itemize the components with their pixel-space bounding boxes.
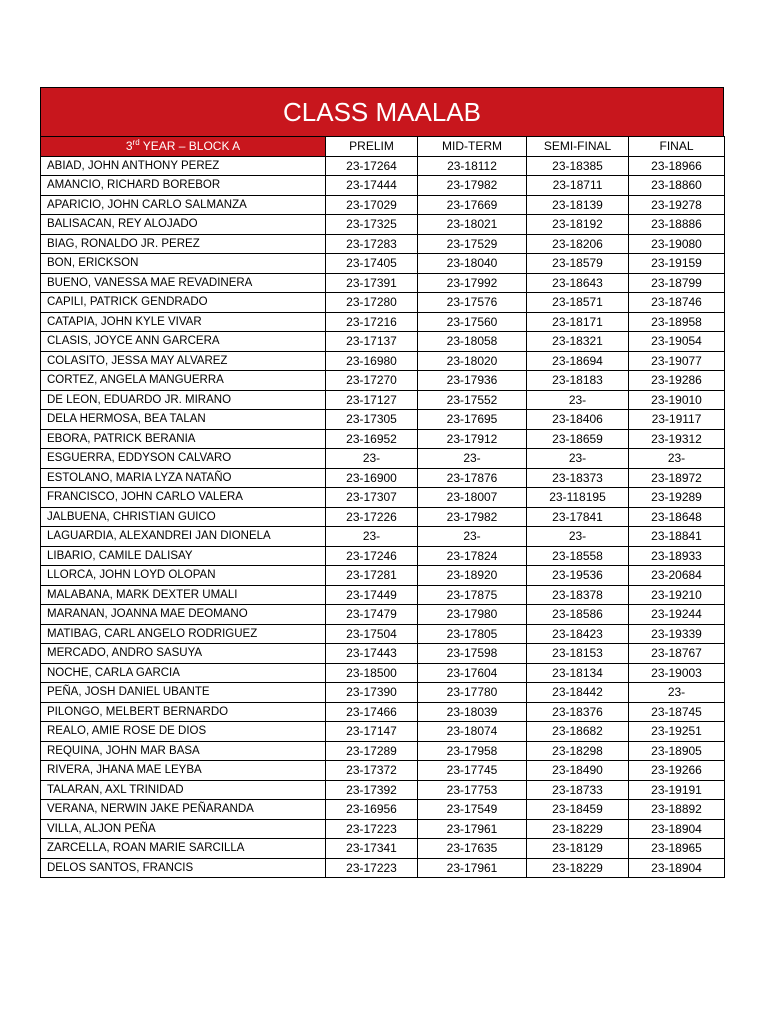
midterm-code: 23-18058 [418,332,527,352]
class-roster-sheet [40,87,724,878]
student-name: DELA HERMOSA, BEA TALAN [41,410,326,430]
student-name: ZARCELLA, ROAN MARIE SARCILLA [41,839,326,859]
midterm-code: 23-17780 [418,683,527,703]
final-code: 23-18965 [629,839,725,859]
table-row [41,683,725,703]
final-code: 23-19080 [629,234,725,254]
midterm-code: 23- [418,527,527,547]
final-code: 23-19278 [629,195,725,215]
prelim-code: 23-17444 [326,176,418,196]
midterm-code: 23-17669 [418,195,527,215]
final-code: 23-19054 [629,332,725,352]
final-code: 23-18799 [629,273,725,293]
final-code: 23-19286 [629,371,725,391]
table-row [41,215,725,235]
midterm-code: 23-17604 [418,663,527,683]
midterm-code: 23-17992 [418,273,527,293]
table-row [41,293,725,313]
table-row [41,605,725,625]
table-row [41,312,725,332]
prelim-code: 23-17137 [326,332,418,352]
midterm-code: 23-17982 [418,507,527,527]
final-code: 23-19010 [629,390,725,410]
table-row [41,449,725,469]
semifinal-code: 23-18571 [527,293,629,313]
table-row [41,351,725,371]
semifinal-code: 23- [527,390,629,410]
student-name: PILONGO, MELBERT BERNARDO [41,702,326,722]
student-name: DE LEON, EDUARDO JR. MIRANO [41,390,326,410]
roster-body [41,156,725,878]
student-name: REQUINA, JOHN MAR BASA [41,741,326,761]
student-name: LIBARIO, CAMILE DALISAY [41,546,326,566]
final-code: 23-19117 [629,410,725,430]
table-row [41,527,725,547]
block-year-suffix: rd [132,138,140,148]
final-code: 23-18904 [629,858,725,878]
semifinal-code: 23-18659 [527,429,629,449]
midterm-code: 23-17805 [418,624,527,644]
prelim-code: 23-17466 [326,702,418,722]
prelim-code: 23-17449 [326,585,418,605]
midterm-code: 23-18074 [418,722,527,742]
midterm-code: 23-18112 [418,156,527,176]
student-name: BALISACAN, REY ALOJADO [41,215,326,235]
midterm-code: 23-18040 [418,254,527,274]
student-name: MATIBAG, CARL ANGELO RODRIGUEZ [41,624,326,644]
midterm-code: 23-17576 [418,293,527,313]
final-code: 23-19339 [629,624,725,644]
student-name: APARICIO, JOHN CARLO SALMANZA [41,195,326,215]
midterm-code: 23-17980 [418,605,527,625]
midterm-code: 23-18920 [418,566,527,586]
final-code: 23-19289 [629,488,725,508]
semifinal-code: 23- [527,527,629,547]
table-row [41,332,725,352]
table-row [41,566,725,586]
semifinal-code: 23-18558 [527,546,629,566]
prelim-code: 23-17405 [326,254,418,274]
semifinal-code: 23-18153 [527,644,629,664]
semifinal-code: 23-18643 [527,273,629,293]
column-header-semifinal: SEMI-FINAL [527,137,629,157]
student-name: NOCHE, CARLA GARCIA [41,663,326,683]
prelim-code: 23-17390 [326,683,418,703]
prelim-code: 23-17223 [326,858,418,878]
student-name: AMANCIO, RICHARD BOREBOR [41,176,326,196]
semifinal-code: 23-18423 [527,624,629,644]
prelim-code: 23-17226 [326,507,418,527]
prelim-code: 23-17341 [326,839,418,859]
prelim-code: 23- [326,449,418,469]
semifinal-code: 23- [527,449,629,469]
final-code: 23-18958 [629,312,725,332]
table-row [41,234,725,254]
final-code: 23-18905 [629,741,725,761]
roster-table [40,136,725,878]
midterm-code: 23-17549 [418,800,527,820]
final-code: 23-18648 [629,507,725,527]
column-header-prelim: PRELIM [326,137,418,157]
midterm-code: 23-17961 [418,819,527,839]
final-code: 23- [629,683,725,703]
student-name: COLASITO, JESSA MAY ALVAREZ [41,351,326,371]
prelim-code: 23-17246 [326,546,418,566]
student-name: FRANCISCO, JOHN CARLO VALERA [41,488,326,508]
final-code: 23-18767 [629,644,725,664]
table-row [41,488,725,508]
midterm-code: 23-17876 [418,468,527,488]
midterm-code: 23-18007 [418,488,527,508]
table-row [41,410,725,430]
midterm-code: 23-18039 [418,702,527,722]
prelim-code: 23-16952 [326,429,418,449]
midterm-code: 23-17635 [418,839,527,859]
midterm-code: 23-17753 [418,780,527,800]
table-row [41,156,725,176]
semifinal-code: 23-18171 [527,312,629,332]
table-row [41,273,725,293]
prelim-code: 23-17281 [326,566,418,586]
table-row [41,722,725,742]
table-row [41,800,725,820]
final-code: 23-18745 [629,702,725,722]
table-row [41,507,725,527]
midterm-code: 23-17824 [418,546,527,566]
final-code: 23-18860 [629,176,725,196]
prelim-code: 23-17216 [326,312,418,332]
semifinal-code: 23-18183 [527,371,629,391]
midterm-code: 23-17560 [418,312,527,332]
table-row [41,195,725,215]
semifinal-code: 23-17841 [527,507,629,527]
midterm-code: 23-17875 [418,585,527,605]
semifinal-code: 23-18385 [527,156,629,176]
student-name: BON, ERICKSON [41,254,326,274]
semifinal-code: 23-18586 [527,605,629,625]
student-name: MALABANA, MARK DEXTER UMALI [41,585,326,605]
semifinal-code: 23-18129 [527,839,629,859]
final-code: 23-18933 [629,546,725,566]
student-name: ESTOLANO, MARIA LYZA NATAÑO [41,468,326,488]
table-row [41,546,725,566]
column-header-final: FINAL [629,137,725,157]
semifinal-code: 23-18442 [527,683,629,703]
student-name: EBORA, PATRICK BERANIA [41,429,326,449]
semifinal-code: 23-18192 [527,215,629,235]
midterm-code: 23-17552 [418,390,527,410]
student-name: VERANA, NERWIN JAKE PEÑARANDA [41,800,326,820]
semifinal-code: 23-18733 [527,780,629,800]
table-row [41,663,725,683]
final-code: 23-19266 [629,761,725,781]
semifinal-code: 23-18206 [527,234,629,254]
table-row [41,741,725,761]
semifinal-code: 23-18579 [527,254,629,274]
table-row [41,702,725,722]
student-name: DELOS SANTOS, FRANCIS [41,858,326,878]
semifinal-code: 23-18378 [527,585,629,605]
midterm-code: 23-17936 [418,371,527,391]
final-code: 23-18746 [629,293,725,313]
table-row [41,624,725,644]
midterm-code: 23- [418,449,527,469]
prelim-code: 23-16980 [326,351,418,371]
semifinal-code: 23-18711 [527,176,629,196]
final-code: 23-19077 [629,351,725,371]
student-name: RIVERA, JHANA MAE LEYBA [41,761,326,781]
prelim-code: 23-17223 [326,819,418,839]
semifinal-code: 23-18298 [527,741,629,761]
prelim-code: 23-17270 [326,371,418,391]
prelim-code: 23-16900 [326,468,418,488]
final-code: 23-19159 [629,254,725,274]
prelim-code: 23-17029 [326,195,418,215]
semifinal-code: 23-18459 [527,800,629,820]
prelim-code: 23-17372 [326,761,418,781]
prelim-code: 23-18500 [326,663,418,683]
table-row [41,839,725,859]
final-code: 23-19312 [629,429,725,449]
prelim-code: 23-17264 [326,156,418,176]
prelim-code: 23-17127 [326,390,418,410]
table-row [41,780,725,800]
table-row [41,429,725,449]
prelim-code: 23-17391 [326,273,418,293]
semifinal-code: 23-18139 [527,195,629,215]
column-header-midterm: MID-TERM [418,137,527,157]
student-name: CAPILI, PATRICK GENDRADO [41,293,326,313]
prelim-code: 23-17280 [326,293,418,313]
final-code: 23-20684 [629,566,725,586]
prelim-code: 23-17307 [326,488,418,508]
student-name: ABIAD, JOHN ANTHONY PEREZ [41,156,326,176]
student-name: MERCADO, ANDRO SASUYA [41,644,326,664]
semifinal-code: 23-118195 [527,488,629,508]
midterm-code: 23-17745 [418,761,527,781]
final-code: 23-18886 [629,215,725,235]
student-name: CLASIS, JOYCE ANN GARCERA [41,332,326,352]
midterm-code: 23-17958 [418,741,527,761]
semifinal-code: 23-18682 [527,722,629,742]
student-name: MARANAN, JOANNA MAE DEOMANO [41,605,326,625]
block-header [41,137,326,157]
student-name: PEÑA, JOSH DANIEL UBANTE [41,683,326,703]
semifinal-code: 23-18376 [527,702,629,722]
final-code: 23-18966 [629,156,725,176]
prelim-code: 23-17289 [326,741,418,761]
student-name: ESGUERRA, EDDYSON CALVARO [41,449,326,469]
midterm-code: 23-17598 [418,644,527,664]
header-row [41,137,725,157]
table-row [41,176,725,196]
prelim-code: 23-17283 [326,234,418,254]
semifinal-code: 23-18694 [527,351,629,371]
semifinal-code: 23-18321 [527,332,629,352]
final-code: 23-19191 [629,780,725,800]
final-code: 23-19251 [629,722,725,742]
table-row [41,819,725,839]
student-name: BIAG, RONALDO JR. PEREZ [41,234,326,254]
semifinal-code: 23-18229 [527,819,629,839]
table-row [41,761,725,781]
prelim-code: 23-17479 [326,605,418,625]
prelim-code: 23-16956 [326,800,418,820]
student-name: LLORCA, JOHN LOYD OLOPAN [41,566,326,586]
table-row [41,371,725,391]
prelim-code: 23-17443 [326,644,418,664]
midterm-code: 23-17961 [418,858,527,878]
table-row [41,254,725,274]
midterm-code: 23-18021 [418,215,527,235]
prelim-code: 23-17392 [326,780,418,800]
prelim-code: 23-17325 [326,215,418,235]
final-code: 23-19003 [629,663,725,683]
midterm-code: 23-17529 [418,234,527,254]
final-code: 23-19210 [629,585,725,605]
final-code: 23-18904 [629,819,725,839]
prelim-code: 23-17305 [326,410,418,430]
table-row [41,468,725,488]
midterm-code: 23-17695 [418,410,527,430]
semifinal-code: 23-18134 [527,663,629,683]
final-code: 23- [629,449,725,469]
table-row [41,390,725,410]
semifinal-code: 23-18373 [527,468,629,488]
prelim-code: 23-17504 [326,624,418,644]
student-name: VILLA, ALJON PEÑA [41,819,326,839]
semifinal-code: 23-18229 [527,858,629,878]
block-label: YEAR – BLOCK A [139,139,241,154]
student-name: CATAPIA, JOHN KYLE VIVAR [41,312,326,332]
semifinal-code: 23-18406 [527,410,629,430]
student-name: CORTEZ, ANGELA MANGUERRA [41,371,326,391]
prelim-code: 23- [326,527,418,547]
student-name: BUENO, VANESSA MAE REVADINERA [41,273,326,293]
class-title: CLASS MAALAB [40,87,724,136]
student-name: REALO, AMIE ROSE DE DIOS [41,722,326,742]
prelim-code: 23-17147 [326,722,418,742]
midterm-code: 23-17912 [418,429,527,449]
midterm-code: 23-18020 [418,351,527,371]
block-year-number: 3 [125,139,133,154]
table-row [41,644,725,664]
student-name: JALBUENA, CHRISTIAN GUICO [41,507,326,527]
final-code: 23-18892 [629,800,725,820]
semifinal-code: 23-19536 [527,566,629,586]
table-row [41,585,725,605]
midterm-code: 23-17982 [418,176,527,196]
student-name: LAGUARDIA, ALEXANDREI JAN DIONELA [41,527,326,547]
final-code: 23-18841 [629,527,725,547]
student-name: TALARAN, AXL TRINIDAD [41,780,326,800]
final-code: 23-19244 [629,605,725,625]
final-code: 23-18972 [629,468,725,488]
semifinal-code: 23-18490 [527,761,629,781]
table-row [41,858,725,878]
